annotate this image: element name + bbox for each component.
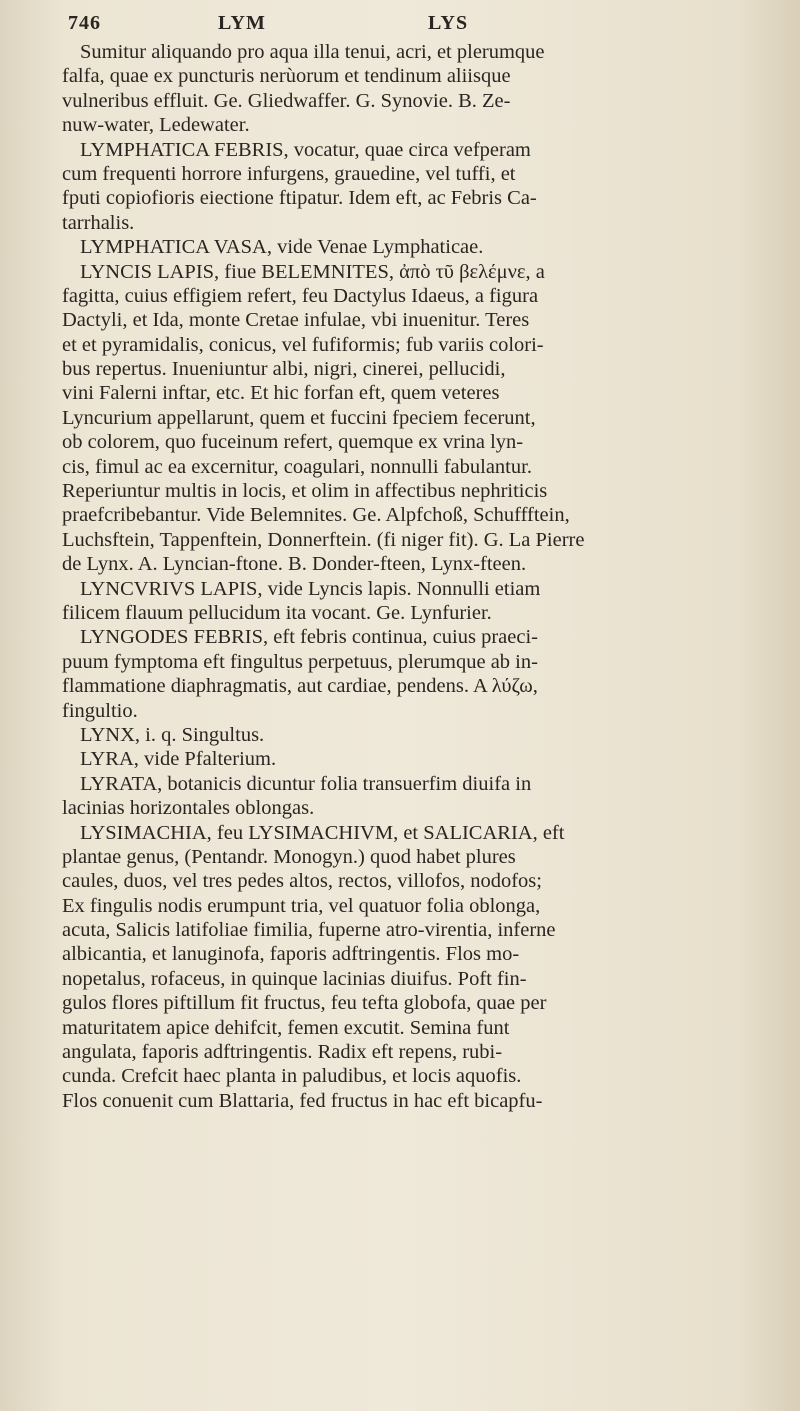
entry-lyra: LYRA, vide Pfalterium. [80,748,277,771]
text-line: gulos flores piftillum fit fructus, feu tefta globofa, quae per [62,992,547,1015]
text-line: acuta, Salicis latifoliae fimilia, fuperne atro-virentia, inferne [62,919,556,942]
text-line: puum fymptoma eft fingultus perpetuus, plerumque ab in- [62,650,538,673]
entry-lyngodes-febris: LYNGODES FEBRIS, eft febris continua, cuius praeci- [80,626,538,649]
text-line: falfa, quae ex puncturis nerùorum et tendinum aliisque [62,65,511,88]
running-head-right: LYS [428,12,469,34]
entry-lynx: LYNX, i. q. Singultus. [80,723,265,746]
text-line: albicantia, et lanuginofa, faporis adftringentis. Flos mo- [62,943,520,966]
text-line: Sumitur aliquando pro aqua illa tenui, acri, et plerumque [80,41,545,63]
text-line: fputi copiofioris eiectione ftipatur. Idem eft, ac Febris Ca- [62,187,537,210]
text-line: cis, fimul ac ea excernitur, coagulari, nonnulli fabulantur. [62,455,532,478]
entry-lymphatica-febris: LYMPHATICA FEBRIS, vocatur, quae circa vefperam [80,138,531,161]
entry-lyncis-lapis: LYNCIS LAPIS, fiue BELEMNITES, ἀπὸ τῦ βελέμνε, a [80,260,545,283]
text-line: vulneribus effluit. Ge. Gliedwaffer. G. Synovie. B. Ze- [62,89,511,112]
text-line: vini Falerni inftar, etc. Et hic forfan eft, quem veteres [62,382,500,405]
text-line: maturitatem apice dehifcit, femen excutit. Semina funt [62,1016,510,1039]
text-line: Dactyli, et Ida, monte Cretae infulae, vbi inuenitur. Teres [62,309,530,332]
entry-lysimachia: LYSIMACHIA, feu LYSIMACHIVM, et SALICARIA, eft [80,821,565,844]
text-line: Flos conuenit cum Blattaria, fed fructus in hac eft bicapfu- [62,1089,543,1112]
text-line: lacinias horizontales oblongas. [62,797,315,820]
text-line: tarrhalis. [62,211,135,234]
running-head-left: LYM [218,12,266,34]
text-line: de Lynx. A. Lyncian-ftone. B. Donder-fteen, Lynx-fteen. [62,553,527,576]
text-line: plantae genus, (Pentandr. Monogyn.) quod habet plures [62,845,516,868]
text-line: nopetalus, rofaceus, in quinque lacinias diuifus. Poft fin- [62,967,527,990]
page-header [68,8,588,38]
text-line: Ex fingulis nodis erumpunt tria, vel quatuor folia oblonga, [62,894,541,917]
text-line: bus repertus. Inueniuntur albi, nigri, cinerei, pellucidi, [62,358,506,381]
text-line: nuw-water, Ledewater. [62,114,250,137]
text-line: fingultio. [62,699,138,722]
text-line: fagitta, cuius effigiem refert, feu Dactylus Idaeus, a figura [62,284,539,307]
text-line: et et pyramidalis, conicus, vel fufiformis; fub variis colori- [62,333,544,356]
text-line: praefcribebantur. Vide Belemnites. Ge. Alpfchoß, Schuffftein, [62,504,570,527]
page-number: 746 [68,12,101,34]
text-line: Reperiuntur multis in locis, et olim in affectibus nephriticis [62,480,548,503]
text-line: cunda. Crefcit haec planta in paludibus, et locis aquofis. [62,1065,522,1088]
dictionary-text [52,40,712,1113]
text-line: cum frequenti horrore infurgens, grauedine, vel tuffi, et [62,162,516,185]
entry-lyrata: LYRATA, botanicis dicuntur folia transuerfim diuifa in [80,772,532,795]
text-line: filicem flauum pellucidum ita vocant. Ge. Lynfurier. [62,601,492,624]
text-line: Lyncurium appellarunt, quem et fuccini fpeciem fecerunt, [62,406,536,429]
text-line: caules, duos, vel tres pedes altos, rectos, villofos, nodofos; [62,870,542,893]
text-line: Luchsftein, Tappenftein, Donnerftein. (fi niger fit). G. La Pierre [62,528,585,551]
entry-lymphatica-vasa: LYMPHATICA VASA, vide Venae Lymphaticae. [80,236,484,259]
text-line: flammatione diaphragmatis, aut cardiae, pendens. A λύζω, [62,675,538,698]
text-line: ob colorem, quo fuceinum refert, quemque ex vrina lyn- [62,431,524,454]
text-line: angulata, faporis adftringentis. Radix eft repens, rubi- [62,1041,503,1064]
entry-lyncvrivs-lapis: LYNCVRIVS LAPIS, vide Lyncis lapis. Nonnulli etiam [80,577,541,600]
